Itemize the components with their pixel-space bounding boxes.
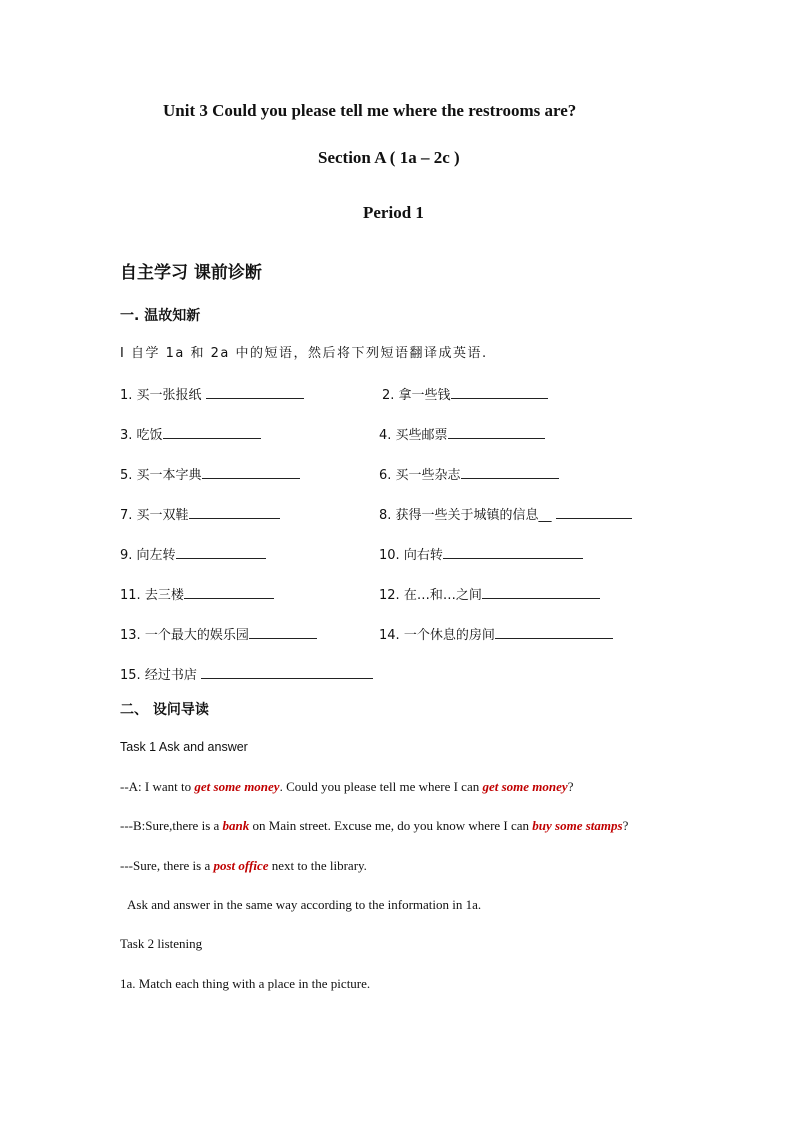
part2-title: 二、 设问导读 [120, 702, 209, 718]
item-number: 11. [120, 588, 141, 603]
highlight-phrase: buy some stamps [532, 818, 623, 833]
dialog-text: on Main street. Excuse me, do you know where I can [249, 818, 533, 833]
item-text: 经过书店 [144, 668, 197, 683]
answer-blank[interactable] [201, 666, 373, 679]
item-11 [120, 584, 274, 603]
highlight-phrase: post office [213, 858, 269, 873]
item-text: 买些邮票 [395, 428, 448, 443]
highlight-phrase: bank [222, 818, 250, 833]
dialog-text: ? [567, 779, 574, 794]
item-number: 8. [379, 508, 392, 523]
item-number: 9. [120, 548, 133, 563]
part1-title: 一. 温故知新 [120, 308, 201, 324]
answer-blank[interactable] [556, 506, 632, 519]
period-title: Period 1 [363, 203, 424, 222]
item-text: 买一双鞋 [136, 508, 189, 523]
task1-title: Task 1 Ask and answer [120, 740, 248, 754]
item-4 [379, 424, 545, 443]
instruction: Ⅰ 自学 1a 和 2a 中的短语，然后将下列短语翻译成英语. [120, 346, 488, 361]
dialog-text: ---Sure, there is a [120, 858, 214, 873]
answer-blank[interactable] [482, 586, 600, 599]
item-10 [379, 544, 583, 563]
item-7 [120, 504, 280, 523]
answer-blank[interactable] [189, 506, 280, 519]
dialog-text: ---B:Sure,there is a [120, 818, 223, 833]
item-2 [382, 384, 548, 403]
answer-blank[interactable] [184, 586, 274, 599]
highlight-phrase: get some money [482, 779, 568, 794]
item-5 [120, 464, 300, 483]
item-number: 13. [120, 628, 141, 643]
answer-blank[interactable] [163, 426, 261, 439]
item-9 [120, 544, 266, 563]
item-text: 去三楼 [144, 588, 184, 603]
item-number: 7. [120, 508, 133, 523]
dialog-line-1 [120, 779, 573, 795]
item-3 [120, 424, 261, 443]
item-text: 拿一些钱 [398, 388, 451, 403]
answer-blank[interactable] [176, 546, 266, 559]
item-number: 6. [379, 468, 392, 483]
item-text: 买一张报纸 [136, 388, 202, 403]
item-text: 买一本字典 [136, 468, 202, 483]
dialog-line-2 [120, 818, 628, 834]
answer-blank[interactable] [443, 546, 583, 559]
self-study-heading: 自主学习 课前诊断 [120, 263, 262, 283]
item-number: 3. [120, 428, 133, 443]
unit-title: Unit 3 Could you please tell me where the restrooms are? [163, 101, 577, 120]
item-12 [379, 584, 600, 603]
item-number: 10. [379, 548, 400, 563]
item-14 [379, 624, 613, 643]
section-title: Section A ( 1a – 2c ) [318, 148, 460, 167]
dialog-text: next to the library. [268, 858, 367, 873]
task1-note: Ask and answer in the same way according to the information in 1a. [127, 897, 482, 912]
item-text: 向右转 [403, 548, 443, 563]
item-text: 一个最大的娱乐园 [144, 628, 249, 643]
task2-line: 1a. Match each thing with a place in the picture. [120, 976, 371, 991]
item-number: 5. [120, 468, 133, 483]
task2-title: Task 2 listening [120, 936, 203, 951]
item-8 [379, 504, 632, 523]
item-text: 一个休息的房间 [403, 628, 495, 643]
item-text: 吃饭 [136, 428, 163, 443]
answer-blank[interactable] [249, 626, 317, 639]
answer-blank[interactable] [461, 466, 559, 479]
item-13 [120, 624, 317, 643]
item-text: 获得一些关于城镇的信息__ [395, 508, 552, 523]
item-number: 14. [379, 628, 400, 643]
item-15 [120, 664, 373, 683]
answer-blank[interactable] [206, 386, 304, 399]
dialog-text: --A: I want to [120, 779, 195, 794]
answer-blank[interactable] [448, 426, 545, 439]
item-text: 买一些杂志 [395, 468, 461, 483]
item-number: 12. [379, 588, 400, 603]
item-1 [120, 384, 304, 403]
item-6 [379, 464, 559, 483]
item-number: 2. [382, 388, 395, 403]
dialog-text: ? [622, 818, 629, 833]
item-text: 在…和…之间 [403, 588, 482, 603]
dialog-line-3 [120, 858, 367, 874]
answer-blank[interactable] [495, 626, 613, 639]
answer-blank[interactable] [202, 466, 300, 479]
item-text: 向左转 [136, 548, 176, 563]
highlight-phrase: get some money [194, 779, 280, 794]
dialog-text: . Could you please tell me where I can [279, 779, 483, 794]
item-number: 4. [379, 428, 392, 443]
item-number: 15. [120, 668, 141, 683]
item-number: 1. [120, 388, 133, 403]
answer-blank[interactable] [451, 386, 548, 399]
